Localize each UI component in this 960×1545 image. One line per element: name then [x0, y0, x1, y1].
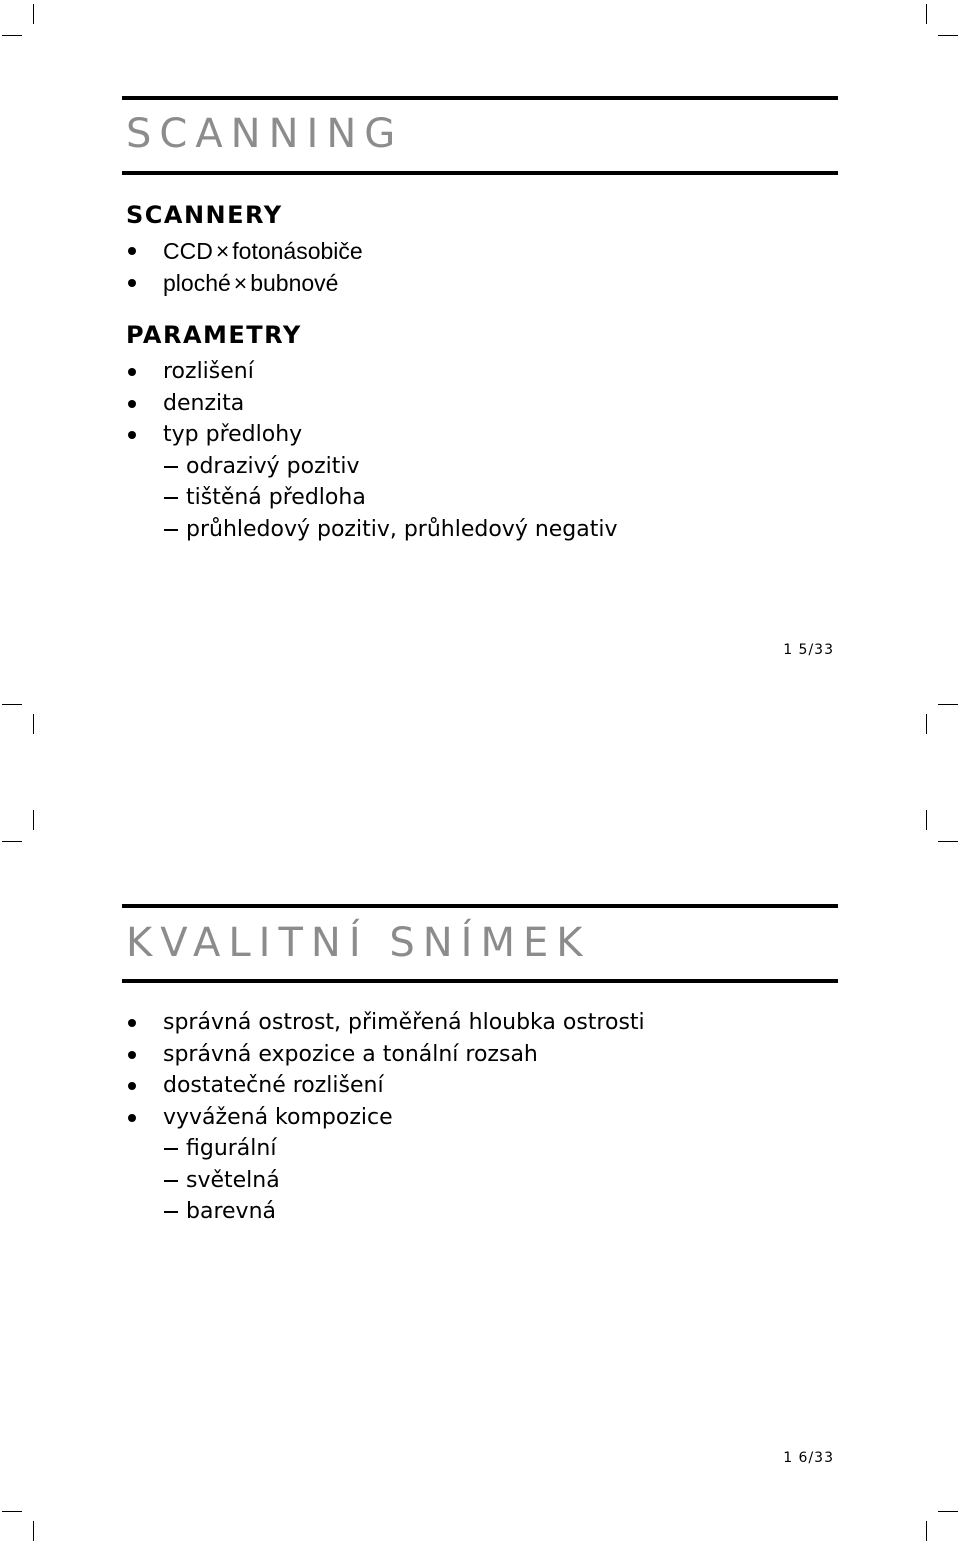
- slide-title: KVALITNÍ SNÍMEK: [126, 920, 591, 966]
- crop-mark: [938, 841, 958, 842]
- item-left: ploché: [163, 270, 231, 296]
- page-number: 1 6/33: [783, 1450, 834, 1466]
- list-item: vyvážená kompozice: [122, 1102, 645, 1134]
- crop-mark: [2, 35, 22, 36]
- list-subitem: světelná: [122, 1165, 645, 1197]
- crop-mark: [2, 841, 22, 842]
- crop-mark: [926, 810, 927, 830]
- list-item: denzita: [122, 388, 618, 420]
- slide-title: SCANNING: [126, 111, 404, 157]
- times-symbol: ×: [215, 238, 230, 264]
- list-subitem: figurální: [122, 1133, 645, 1165]
- list-item: rozlišení: [122, 356, 618, 388]
- title-rule-bottom: [122, 979, 838, 983]
- list-item: dostatečné rozlišení: [122, 1070, 645, 1102]
- section-heading-scannery: SCANNERY: [126, 201, 283, 229]
- crop-mark: [2, 1511, 22, 1512]
- item-right: fotonásobiče: [232, 238, 363, 264]
- list-item: typ předlohy: [122, 419, 618, 451]
- page-number: 1 5/33: [783, 642, 834, 658]
- crop-mark: [33, 714, 34, 734]
- times-symbol: ×: [233, 270, 248, 296]
- crop-mark: [33, 810, 34, 830]
- slide-kvalitni-snimek: [122, 0, 838, 1500]
- list-subitem: odrazivý pozitiv: [122, 451, 618, 483]
- crop-mark: [926, 1521, 927, 1541]
- item-right: bubnové: [250, 270, 339, 296]
- crop-mark: [938, 35, 958, 36]
- crop-mark: [926, 4, 927, 24]
- list-subitem: barevná: [122, 1196, 645, 1228]
- crop-mark: [938, 1511, 958, 1512]
- list-subitem: tištěná předloha: [122, 482, 618, 514]
- title-rule-top: [122, 904, 838, 908]
- crop-mark: [938, 704, 958, 705]
- quality-list: [122, 1007, 645, 1228]
- crop-mark: [926, 714, 927, 734]
- list-item: správná ostrost, přiměřená hloubka ostrosti: [122, 1007, 645, 1039]
- section-heading-parametry: PARAMETRY: [126, 321, 302, 349]
- list-item: správná expozice a tonální rozsah: [122, 1039, 645, 1071]
- list-subitem: průhledový pozitiv, průhledový negativ: [122, 514, 618, 546]
- crop-mark: [33, 4, 34, 24]
- crop-mark: [33, 1521, 34, 1541]
- item-left: CCD: [163, 238, 213, 264]
- crop-mark: [2, 704, 22, 705]
